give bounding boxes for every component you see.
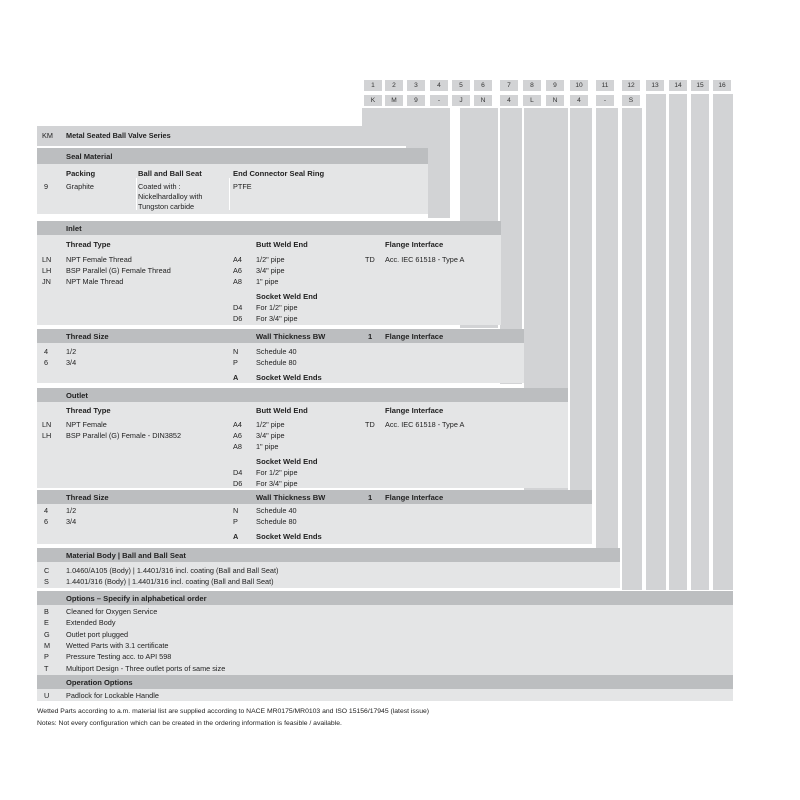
note-wetted-parts: Wetted Parts according to a.m. material list are supplied according to NACE MR0175/MR0103 and ISO 15156/17945 (latest issue)	[37, 708, 430, 715]
option-code: G	[44, 629, 50, 639]
size-code: 6	[44, 517, 49, 526]
seal-packing-header: Packing	[66, 169, 96, 178]
socket-code: D4	[233, 468, 243, 477]
wall-value: Schedule 80	[256, 517, 297, 526]
socket-code: D4	[233, 303, 243, 312]
option-value: Multiport Design - Three outlet ports of same size	[66, 663, 226, 673]
inlet-title-bar	[37, 221, 501, 235]
outlet-socket-header: Socket Weld End	[256, 457, 318, 466]
seal-ball-line: Coated with :	[138, 182, 181, 191]
socket-value: For 1/2" pipe	[256, 303, 298, 312]
thread-code: LH	[42, 431, 52, 440]
position-code: M	[385, 95, 403, 106]
position-code: N	[546, 95, 564, 106]
butt-code: A4	[233, 420, 242, 429]
outlet-thread-type-header: Thread Type	[66, 406, 111, 415]
outlet-title: Outlet	[66, 391, 88, 400]
inlet-flange-code: TD	[365, 255, 375, 264]
stem-4	[428, 108, 450, 218]
butt-value: 1/2" pipe	[256, 255, 285, 264]
position-number: 1	[364, 80, 382, 91]
thread-type: NPT Female	[66, 420, 107, 429]
outlet-butt-weld-header: Butt Weld End	[256, 406, 308, 415]
wall-value: Schedule 40	[256, 347, 297, 356]
outlet-socket-end-code: A	[233, 532, 239, 541]
seal-end: PTFE	[233, 182, 252, 191]
note-configuration: Notes: Not every configuration which can be created in the ordering information is feasible / available.	[37, 720, 342, 727]
position-code: N	[474, 95, 492, 106]
option-code: E	[44, 618, 49, 628]
option-code: M	[44, 640, 51, 650]
position-number: 15	[691, 80, 709, 91]
butt-code: A8	[233, 442, 242, 451]
position-number: 13	[646, 80, 664, 91]
outlet-socket-end-label: Socket Weld Ends	[256, 532, 322, 541]
position-number: 6	[474, 80, 492, 91]
outlet-flange-code: TD	[365, 420, 375, 429]
wall-code: N	[233, 347, 239, 356]
position-number: 10	[570, 80, 588, 91]
position-code: S	[622, 95, 640, 106]
position-number: 7	[500, 80, 518, 91]
butt-code: A6	[233, 431, 242, 440]
butt-value: 1" pipe	[256, 442, 279, 451]
inlet-socket-end-code: A	[233, 373, 239, 382]
inlet-wall-header: Wall Thickness BW	[256, 332, 326, 341]
option-value: Extended Body	[66, 618, 116, 628]
divider	[229, 178, 230, 210]
position-code: J	[452, 95, 470, 106]
option-value: Pressure Testing acc. to API 598	[66, 652, 172, 662]
outlet-flange-header: Flange Interface	[385, 406, 444, 415]
material-value: 1.4401/316 (Body) | 1.4401/316 incl. coating (Ball and Ball Seat)	[66, 577, 274, 586]
material-value: 1.0460/A105 (Body) | 1.4401/316 incl. coating (Ball and Ball Seat)	[66, 566, 279, 575]
butt-value: 3/4" pipe	[256, 266, 285, 275]
inlet-flange-if-code: 1	[368, 332, 373, 341]
inlet-socket-end-label: Socket Weld Ends	[256, 373, 322, 382]
seal-ball-header: Ball and Ball Seat	[138, 169, 202, 178]
position-number: 14	[669, 80, 687, 91]
option-value: Cleaned for Oxygen Service	[66, 607, 158, 616]
seal-ball-line: Tungston carbide	[138, 202, 195, 211]
position-number: 2	[385, 80, 403, 91]
thread-code: LN	[42, 255, 52, 264]
position-number: 12	[622, 80, 640, 91]
outlet-title-bar	[37, 388, 568, 402]
inlet-thread-type-header: Thread Type	[66, 240, 111, 249]
inlet-flange-if-header: Flange Interface	[385, 332, 444, 341]
stem-13	[646, 94, 666, 590]
divider	[136, 178, 137, 210]
size-value: 1/2	[66, 506, 77, 515]
socket-value: For 3/4" pipe	[256, 479, 298, 488]
position-number: 3	[407, 80, 425, 91]
position-code: -	[430, 95, 448, 106]
outlet-flange-if-header: Flange Interface	[385, 493, 444, 502]
socket-code: D6	[233, 479, 243, 488]
series-label: Metal Seated Ball Valve Series	[66, 131, 171, 140]
stem-14	[669, 94, 687, 590]
position-code: 4	[570, 95, 588, 106]
inlet-title: Inlet	[66, 224, 82, 233]
stem-11	[596, 108, 618, 566]
butt-code: A6	[233, 266, 242, 275]
material-title: Material Body | Ball and Ball Seat	[66, 551, 186, 560]
operation-title: Operation Options	[66, 678, 133, 687]
wall-value: Schedule 40	[256, 506, 297, 515]
thread-type: NPT Male Thread	[66, 277, 124, 286]
position-code: K	[364, 95, 382, 106]
options-title: Options – Specify in alphabetical order	[66, 594, 207, 603]
position-code: 4	[500, 95, 518, 106]
wall-code: N	[233, 506, 239, 515]
position-number: 5	[452, 80, 470, 91]
size-code: 6	[44, 358, 49, 367]
outlet-thread-size-header: Thread Size	[66, 493, 109, 502]
thread-type: BSP Parallel (G) Female Thread	[66, 266, 171, 275]
inlet-flange-value: Acc. IEC 61518 - Type A	[385, 255, 465, 264]
option-value: Wetted Parts with 3.1 certificate	[66, 640, 169, 650]
butt-value: 3/4" pipe	[256, 431, 285, 440]
operation-code: U	[44, 691, 50, 700]
wall-code: P	[233, 358, 238, 367]
seal-code: 9	[44, 182, 49, 191]
position-number: 16	[713, 80, 731, 91]
outlet-flange-if-code: 1	[368, 493, 373, 502]
stem-12	[622, 108, 642, 590]
position-code: 9	[407, 95, 425, 106]
butt-value: 1/2" pipe	[256, 420, 285, 429]
size-code: 4	[44, 347, 49, 356]
stem-10	[570, 108, 592, 544]
series-code: KM	[42, 131, 53, 140]
position-number: 11	[596, 80, 614, 91]
option-value: Outlet port plugged	[66, 629, 129, 639]
size-code: 4	[44, 506, 49, 515]
size-value: 3/4	[66, 517, 77, 526]
seal-title: Seal Material	[66, 152, 113, 161]
position-number: 4	[430, 80, 448, 91]
inlet-butt-weld-header: Butt Weld End	[256, 240, 308, 249]
material-code: S	[44, 577, 49, 586]
stem-16	[713, 94, 733, 590]
inlet-thread-size-header: Thread Size	[66, 332, 109, 341]
socket-value: For 1/2" pipe	[256, 468, 298, 477]
operation-title-bar	[37, 675, 733, 689]
option-code: B	[44, 607, 49, 616]
outlet-wall-header: Wall Thickness BW	[256, 493, 326, 502]
butt-code: A8	[233, 277, 242, 286]
thread-code: LN	[42, 420, 52, 429]
socket-value: For 3/4" pipe	[256, 314, 298, 323]
inlet-socket-header: Socket Weld End	[256, 292, 318, 301]
operation-value: Padlock for Lockable Handle	[66, 691, 159, 700]
option-code: P	[44, 652, 49, 662]
inlet-flange-header: Flange Interface	[385, 240, 444, 249]
thread-type: BSP Parallel (G) Female - DIN3852	[66, 431, 182, 440]
wall-value: Schedule 80	[256, 358, 297, 367]
thread-code: JN	[42, 277, 51, 286]
seal-ball-line: Nickelhardalloy with	[138, 192, 203, 201]
position-number: 8	[523, 80, 541, 91]
thread-type: NPT Female Thread	[66, 255, 132, 264]
position-number: 9	[546, 80, 564, 91]
butt-value: 1" pipe	[256, 277, 279, 286]
position-code: -	[596, 95, 614, 106]
wall-code: P	[233, 517, 238, 526]
size-value: 3/4	[66, 358, 77, 367]
butt-code: A4	[233, 255, 242, 264]
seal-end-header: End Connector Seal Ring	[233, 169, 325, 178]
seal-packing: Graphite	[66, 182, 94, 191]
option-code: T	[44, 663, 49, 673]
outlet-flange-value: Acc. IEC 61518 - Type A	[385, 420, 465, 429]
socket-code: D6	[233, 314, 243, 323]
material-code: C	[44, 566, 50, 575]
stem-15	[691, 94, 709, 590]
thread-code: LH	[42, 266, 52, 275]
size-value: 1/2	[66, 347, 77, 356]
position-code: L	[523, 95, 541, 106]
